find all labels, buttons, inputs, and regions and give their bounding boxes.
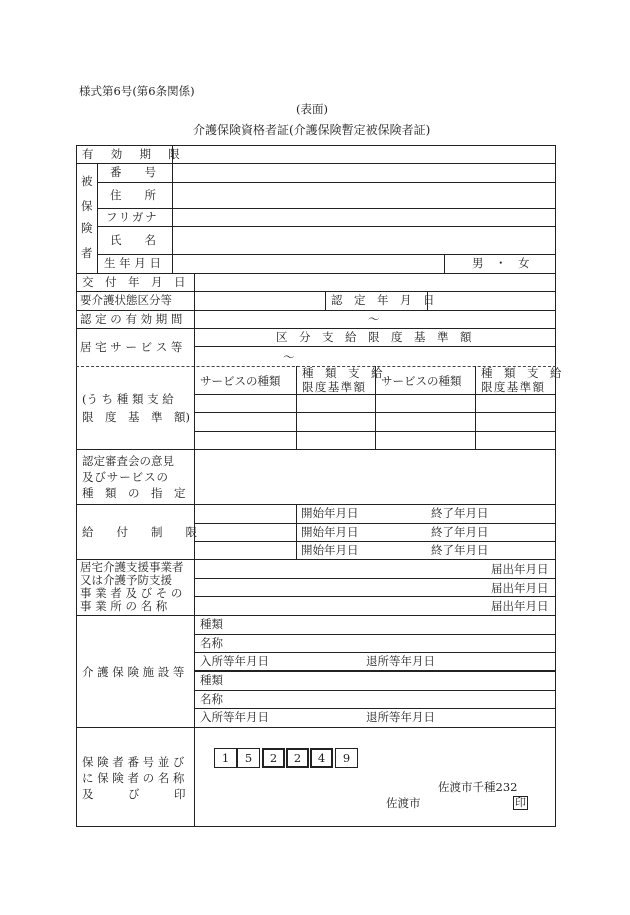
insurer-code-digit: 2 (286, 748, 309, 768)
type-limit-header-2a: 種 類 支 給 (481, 366, 562, 380)
notify-date-2: 届出年月日 (491, 581, 549, 595)
insurer-code-digit: 4 (310, 748, 333, 768)
provider-line4: 事 業 所 の 名 称 (80, 599, 168, 613)
row-line (194, 578, 556, 579)
furigana-label: フリガナ (106, 210, 159, 224)
opinion-line1: 認定審査会の意見 (82, 454, 174, 468)
insurer-name: 佐渡市 (386, 796, 421, 810)
row-line (194, 708, 556, 709)
insurer-line1: 保 険 者 番 号 並 び (82, 755, 185, 769)
row-line (194, 652, 556, 653)
facility-discharge-2: 退所等年月日 (366, 710, 435, 724)
name-label: 氏 名 (110, 233, 156, 247)
birthdate-label: 生 年 月 日 (104, 256, 161, 270)
benefit-start-1: 開始年月日 (301, 506, 359, 520)
insured-group-char-2: 保 (81, 199, 93, 213)
row-line (76, 328, 556, 329)
frame-top (76, 145, 556, 146)
opinion-line2: 及びサービスの (82, 470, 169, 484)
row-line (76, 273, 556, 274)
benefit-end-2: 終了年月日 (431, 525, 489, 539)
insurer-code-digit: 2 (262, 748, 285, 768)
cert-date-label: 認 定 年 月 日 (331, 293, 435, 307)
provider-line1: 居宅介護支援事業者 (80, 560, 184, 574)
opinion-line3: 種 類 の 指 定 (82, 486, 186, 500)
type-limit-header-1b: 限度基準額 (302, 380, 367, 394)
facility-name-1: 名称 (200, 636, 223, 650)
facility-admission-1: 入所等年月日 (200, 654, 269, 668)
col-line (97, 163, 98, 273)
insured-group-char-1: 被 (81, 174, 93, 188)
insured-group-char-3: 険 (81, 221, 93, 235)
frame-left (76, 145, 77, 827)
benefit-end-1: 終了年月日 (431, 506, 489, 520)
form-number: 様式第6号(第6条関係) (79, 84, 195, 98)
facility-admission-2: 入所等年月日 (200, 710, 269, 724)
row-line (97, 226, 556, 227)
insurer-code-digit: 1 (214, 748, 237, 768)
care-level-label: 要介護状態区分等 (80, 293, 172, 307)
col-line (475, 366, 476, 449)
frame-right (555, 145, 556, 827)
insured-group-char-4: 者 (81, 246, 93, 260)
row-line (76, 727, 556, 728)
col-line (444, 254, 445, 273)
home-service-label: 居 宅 サ ー ビ ス 等 (80, 340, 183, 354)
benefit-label: 給 付 制 限 (82, 525, 197, 539)
provider-line3: 事 業 者 及 び そ の (80, 586, 183, 600)
facility-kind-1: 種類 (200, 617, 223, 631)
type-limit-header-2b: 限度基準額 (481, 380, 546, 394)
row-line (97, 254, 556, 255)
breakdown-label-line1: (う ち 種 類 支 給 (82, 392, 174, 406)
col-line (296, 504, 297, 559)
provider-line2: 又は介護予防支援 (80, 573, 172, 587)
notify-date-1: 届出年月日 (491, 562, 549, 576)
col-line (172, 145, 173, 273)
limit-tilde: ～ (283, 350, 295, 364)
row-line (194, 634, 556, 635)
row-line (76, 615, 556, 616)
facility-discharge-1: 退所等年月日 (366, 654, 435, 668)
insurer-line2: に 保 険 者 の 名 称 (82, 771, 185, 785)
col-line (325, 291, 326, 310)
row-line (194, 541, 556, 542)
row-line (194, 346, 556, 347)
row-line (194, 523, 556, 524)
row-line (76, 504, 556, 505)
facility-label: 介 護 保 険 施 設 等 (82, 665, 185, 679)
insurer-line3: 及 び 印 (82, 787, 186, 801)
row-line (97, 182, 556, 183)
row-line (97, 208, 556, 209)
sex-field: 男 ・ 女 (472, 256, 530, 270)
type-limit-header-1a: 種 類 支 給 (302, 366, 383, 380)
frame-bottom (76, 826, 556, 827)
row-line (194, 596, 556, 597)
facility-divider (194, 670, 556, 672)
number-label: 番 号 (110, 165, 156, 179)
seal-stamp: 印 (515, 796, 526, 809)
limit-header: 区 分 支 給 限 度 基 準 額 (276, 330, 472, 344)
row-line (76, 449, 556, 450)
row-line (194, 690, 556, 691)
facility-name-2: 名称 (200, 692, 223, 706)
col-line (194, 273, 195, 827)
benefit-end-3: 終了年月日 (431, 543, 489, 557)
insurer-address: 佐渡市千種232 (438, 780, 518, 794)
side-label: (表面) (296, 102, 328, 116)
row-line (76, 291, 556, 292)
validity-period-label: 有 効 期 限 (82, 147, 183, 161)
row-line (76, 163, 556, 164)
notify-date-3: 届出年月日 (491, 599, 549, 613)
insurer-code-digit: 9 (335, 748, 358, 768)
address-label: 住 所 (110, 188, 156, 202)
service-type-header-1: サービスの種類 (200, 374, 281, 388)
col-line (296, 366, 297, 449)
insurer-code-digit: 5 (237, 748, 260, 768)
valid-period-tilde: ～ (368, 312, 380, 326)
benefit-start-2: 開始年月日 (301, 525, 359, 539)
valid-period-label: 認 定 の 有 効 期 間 (80, 312, 183, 326)
issue-date-label: 交 付 年 月 日 (82, 275, 186, 289)
row-line (76, 310, 556, 311)
facility-kind-2: 種類 (200, 673, 223, 687)
page-title: 介護保険資格者証(介護保険暫定被保険者証) (193, 123, 431, 137)
breakdown-label-line2: 限 度 基 準 額) (82, 410, 190, 424)
service-type-header-2: サービスの種類 (381, 374, 462, 388)
benefit-start-3: 開始年月日 (301, 543, 359, 557)
